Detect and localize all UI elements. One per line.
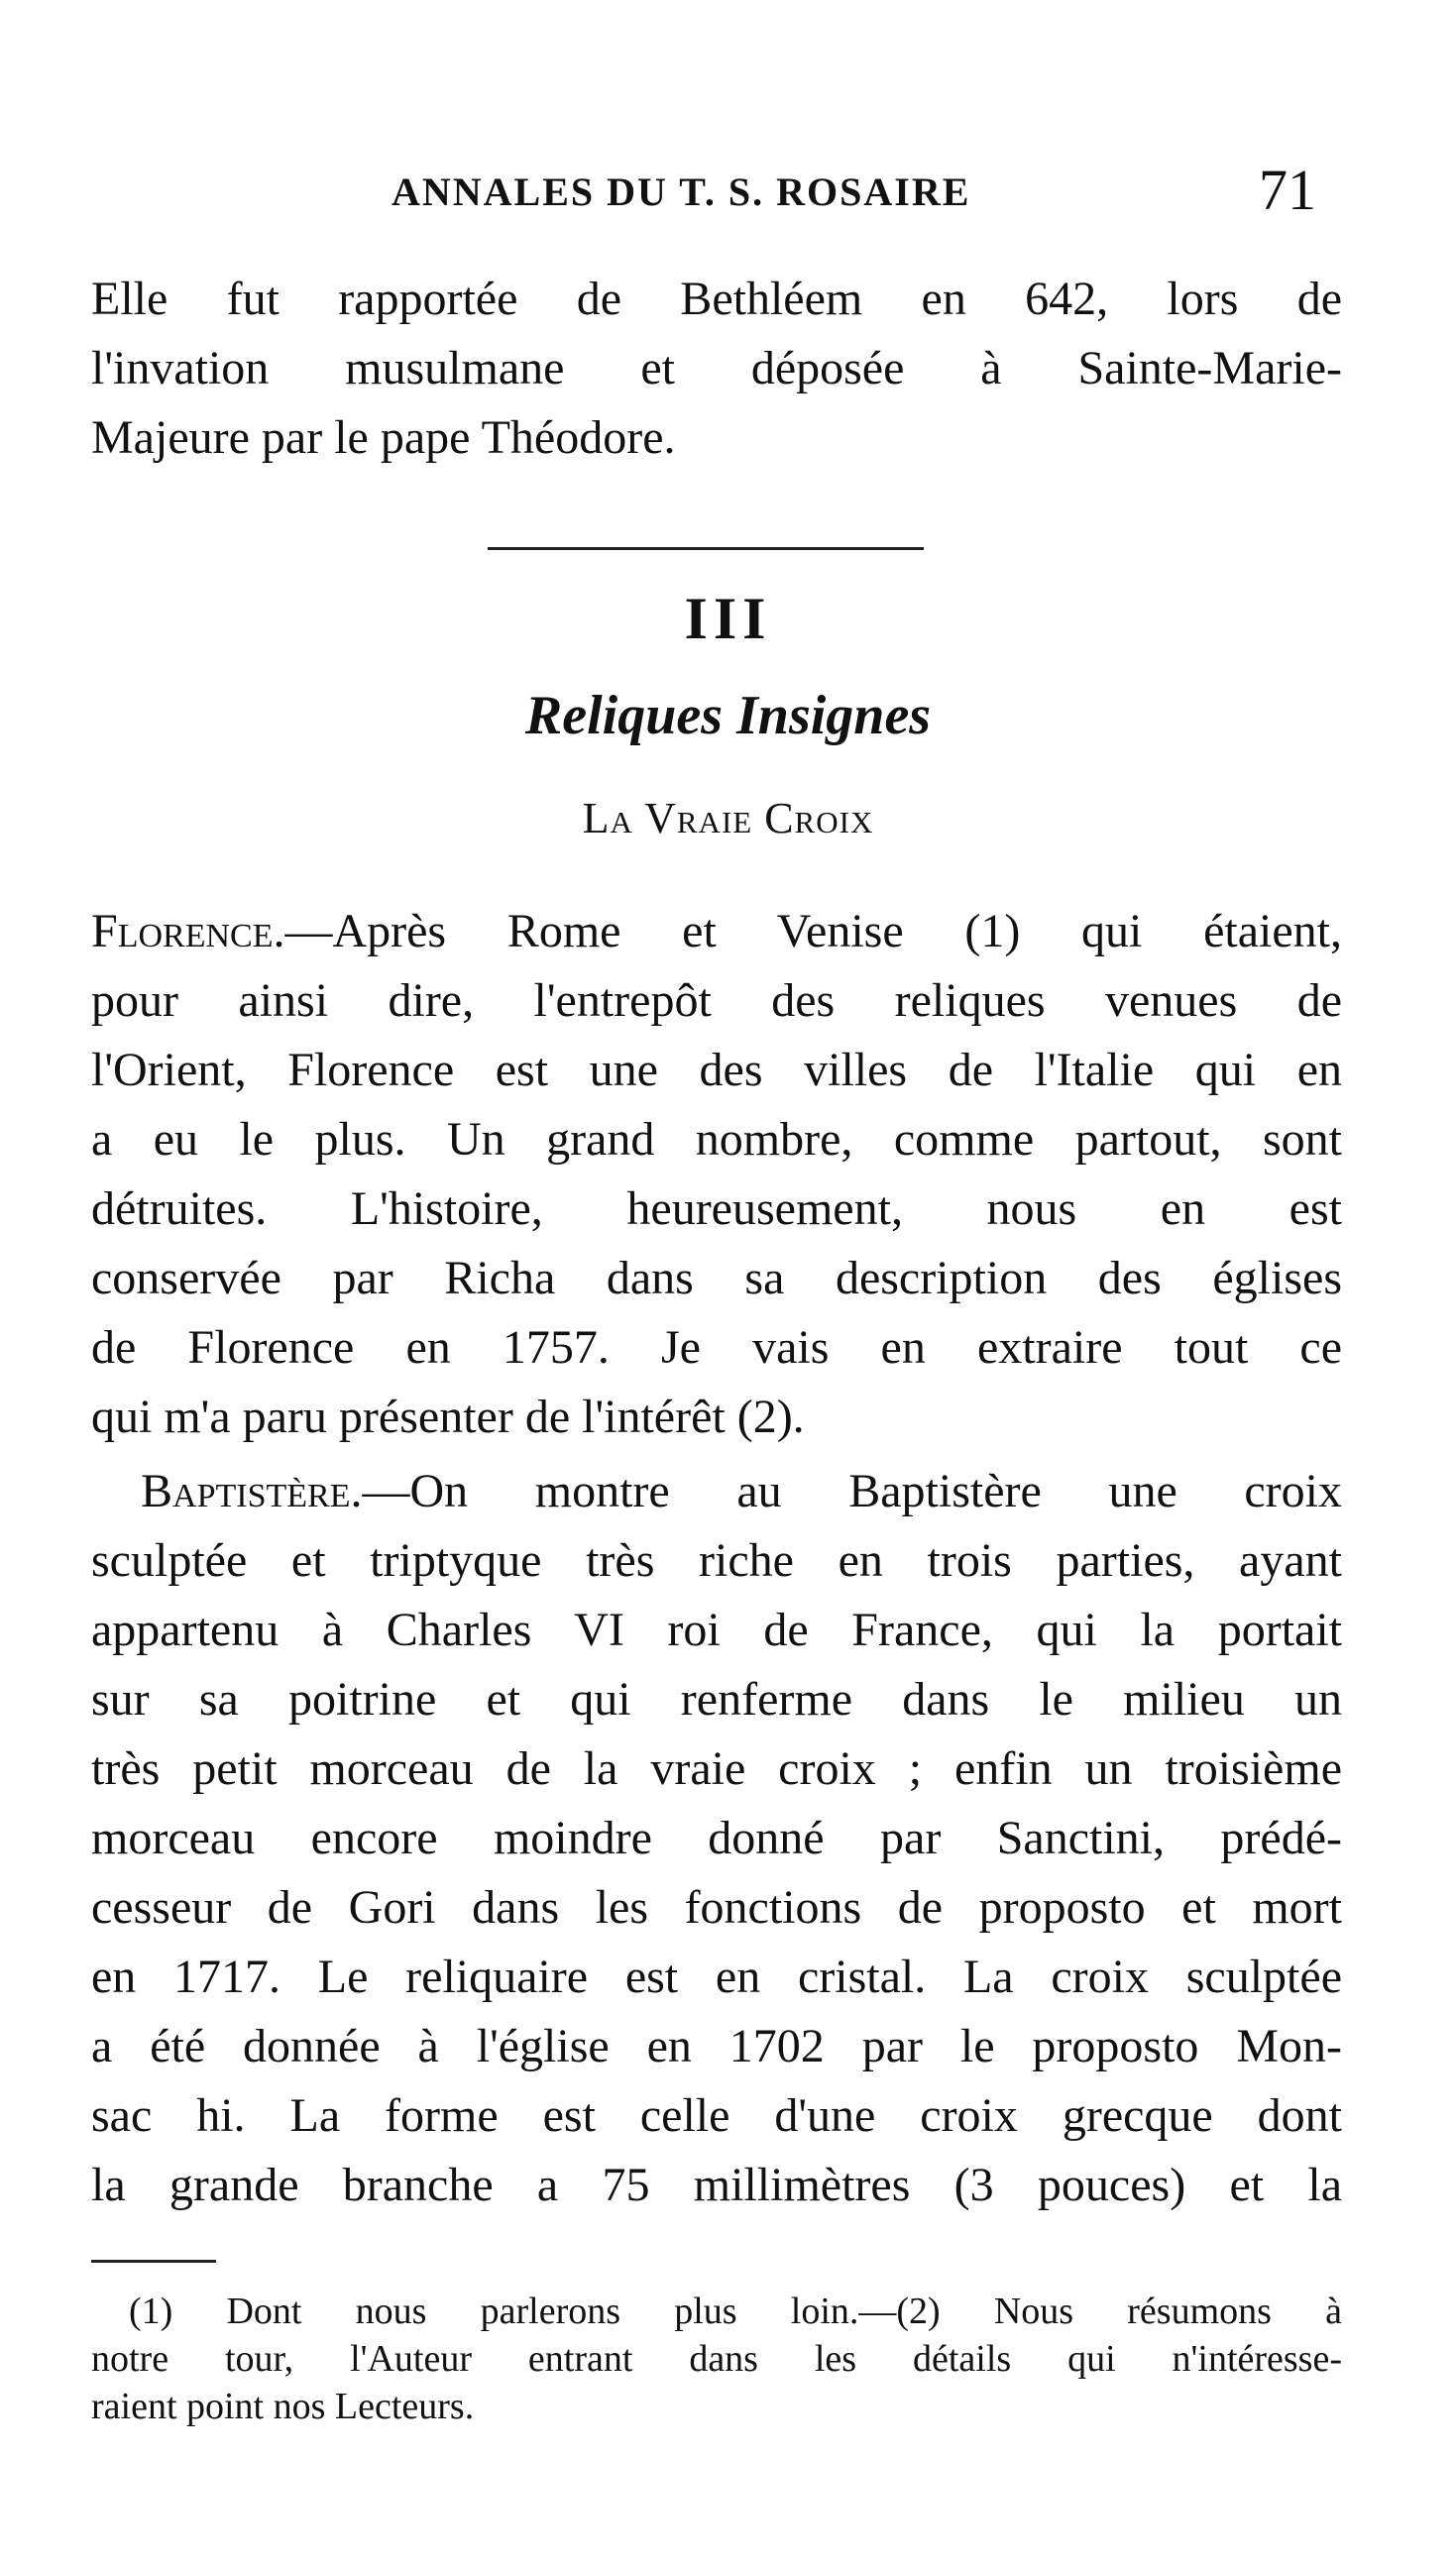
paragraph-baptistere-line: la grande branche a 75 millimètres (3 pouces) et la xyxy=(91,2159,1342,2211)
footnote-divider xyxy=(91,2260,216,2263)
intro-line-2: l'invation musulmane et déposée à Sainte-Marie- xyxy=(91,342,1342,394)
paragraph-baptistere-line: en 1717. Le reliquaire est en cristal. La croix sculptée xyxy=(91,1951,1342,2003)
paragraph-baptistere-line: très petit morceau de la vraie croix ; enfin un troisième xyxy=(91,1742,1342,1795)
subsection-title: La Vraie Croix xyxy=(582,794,874,842)
paragraph-lead-baptistere: Baptistère. xyxy=(141,1465,363,1517)
paragraph-florence-line: de Florence en 1757. Je vais en extraire tout ce xyxy=(91,1321,1342,1374)
paragraph-baptistere-line: sur sa poitrine et qui renferme dans le milieu un xyxy=(91,1673,1342,1726)
intro-line-3: Majeure par le pape Théodore. xyxy=(91,411,676,464)
footnote-line-1: (1) Dont nous parlerons plus loin.—(2) Nous résumons à xyxy=(129,2291,1342,2332)
paragraph-florence-line: qui m'a paru présenter de l'intérêt (2). xyxy=(91,1391,805,1443)
running-head xyxy=(0,157,1456,226)
paragraph-florence-first-line: —Après Rome et Venise (1) qui étaient, xyxy=(284,905,1342,957)
paragraph-baptistere-line: appartenu à Charles VI roi de France, qui la portait xyxy=(91,1604,1342,1656)
paragraph-florence-line: détruites. L'histoire, heureusement, nous en est xyxy=(91,1182,1342,1235)
paragraph-florence-line: conservée par Richa dans sa description des églises xyxy=(91,1252,1342,1304)
paragraph-baptistere-line: sac hi. La forme est celle d'une croix grecque dont xyxy=(91,2089,1342,2142)
paragraph-florence-line: pour ainsi dire, l'entrepôt des reliques venues de xyxy=(91,974,1342,1027)
paragraph-baptistere-line-1 xyxy=(141,1462,1342,1521)
section-title: Reliques Insignes xyxy=(524,685,932,746)
intro-line-1: Elle fut rapportée de Bethléem en 642, lors de xyxy=(91,273,1342,325)
paragraph-baptistere-line: morceau encore moindre donné par Sanctini, prédé- xyxy=(91,1812,1342,1864)
page-number: 71 xyxy=(1259,158,1316,222)
paragraph-baptistere-line: sculptée et triptyque très riche en trois parties, ayant xyxy=(91,1534,1342,1587)
footnote-line-2: notre tour, l'Auteur entrant dans les détails qui n'intéresse- xyxy=(91,2338,1342,2380)
section-divider xyxy=(488,547,924,550)
paragraph-florence-line-1 xyxy=(91,902,1342,961)
paragraph-lead-florence: Florence. xyxy=(91,905,285,957)
running-title: ANNALES DU T. S. ROSAIRE xyxy=(392,169,971,214)
paragraph-baptistere-line: cesseur de Gori dans les fonctions de proposto et mort xyxy=(91,1881,1342,1934)
paragraph-baptistere-first-line: —On montre au Baptistère une croix xyxy=(362,1465,1342,1517)
paragraph-baptistere-line: a été donnée à l'église en 1702 par le proposto Mon- xyxy=(91,2020,1342,2072)
paragraph-florence-line: l'Orient, Florence est une des villes de l'Italie qui en xyxy=(91,1044,1342,1096)
section-number: III xyxy=(684,586,772,651)
footnote-line-3: raient point nos Lecteurs. xyxy=(91,2386,475,2427)
paragraph-florence-line: a eu le plus. Un grand nombre, comme partout, sont xyxy=(91,1113,1342,1166)
